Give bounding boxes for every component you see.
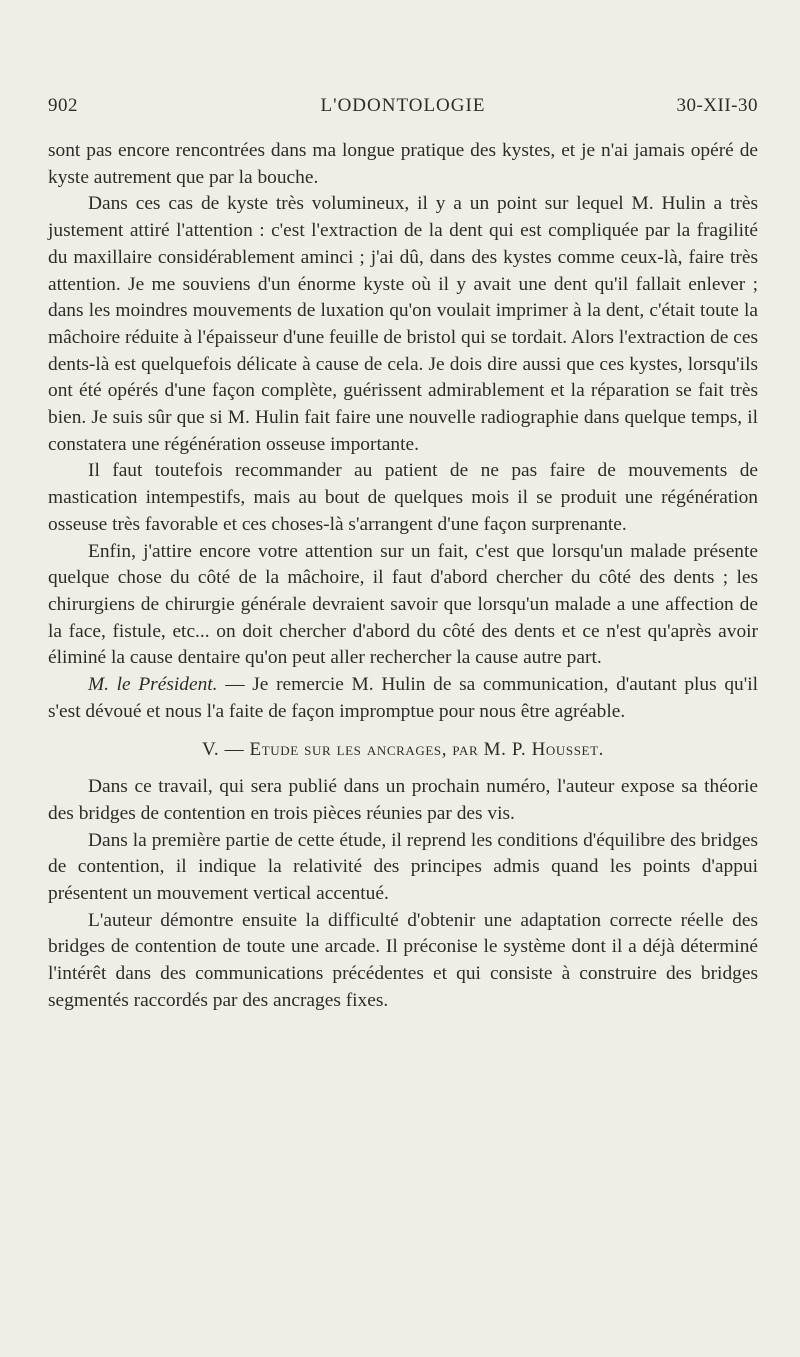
- issue-date: 30-XII-30: [676, 95, 758, 116]
- paragraph: Dans ces cas de kyste très volumineux, il y a un point sur lequel M. Hulin a très justement attiré l'attention : c'est l'extraction de la dent qui est compliquée par la fragilité du maxillaire considérablement aminci ; j'ai dû, dans des kystes comme ceux-là, faire très attention. Je me souviens d'un énorme kyste où il y avait une dent qu'il fallait enlever ; dans les moindres mouvements de luxation qu'on voulait imprimer à la dent, c'était toute la mâchoire réduite à l'épaisseur d'une feuille de bristol qui se tordait. Alors l'extraction de ces dents-là est quelquefois délicate à cause de cela. Je dois dire aussi que ces kystes, lorsqu'ils ont été opérés d'une façon complète, guérissent admirablement et la réparation se fait très bien. Je suis sûr que si M. Hulin fait faire une nouvelle radiographie dans quelque temps, il constatera une régénération osseuse importante.: [48, 193, 758, 455]
- speaker-name: M. le Président.: [88, 674, 218, 696]
- paragraph: Il faut toutefois recommander au patient de ne pas faire de mouvements de mastication intempestifs, mais au bout de quelques mois il se produit une régénération osseuse très favorable et ces choses-là s'arrangent d'une façon surprenante.: [48, 460, 758, 535]
- paragraph: Dans la première partie de cette étude, il reprend les conditions d'équilibre des bridges de contention, il indique la relativité des principes admis quand les points d'appui présentent un mouvement vertical accentué.: [48, 829, 758, 904]
- remark-text: — Je remercie M. Hulin de sa communication, d'autant plus qu'il s'est dévoué et nous l'a faite de façon impromptue pour nous être agréable.: [48, 674, 758, 722]
- section-heading: V. — Etude sur les ancrages, par M. P. Housset.: [202, 739, 604, 761]
- page-number: 902: [48, 95, 78, 116]
- paragraph: Dans ce travail, qui sera publié dans un prochain numéro, l'auteur expose sa théorie des bridges de contention en trois pièces réunies par des vis.: [48, 776, 758, 824]
- paragraph-continuation: sont pas encore rencontrées dans ma longue pratique des kystes, et je n'ai jamais opéré de kyste autrement que par la bouche.: [48, 140, 758, 188]
- paragraph: Enfin, j'attire encore votre attention sur un fait, c'est que lorsqu'un malade présente quelque chose du côté de la mâchoire, il faut d'abord chercher du côté des dents ; les chirurgiens de chirurgie générale devraient savoir que lorsqu'un malade a une affection de la face, fistule, etc... on doit chercher d'abord du côté des dents et ce n'est qu'après avoir éliminé la cause dentaire qu'on peut aller rechercher la cause autre part.: [48, 540, 758, 669]
- article-body: [48, 138, 758, 1015]
- paragraph: L'auteur démontre ensuite la difficulté d'obtenir une adaptation correcte réelle des bridges de contention de toute une arcade. Il préconise le système dont il a déjà déterminé l'intérêt dans des communications précédentes et qui consiste à construire des bridges segmentés raccordés par des ancrages fixes.: [48, 909, 758, 1011]
- journal-title: L'ODONTOLOGIE: [320, 95, 486, 116]
- president-remark: [48, 672, 758, 725]
- page-header: [48, 95, 758, 125]
